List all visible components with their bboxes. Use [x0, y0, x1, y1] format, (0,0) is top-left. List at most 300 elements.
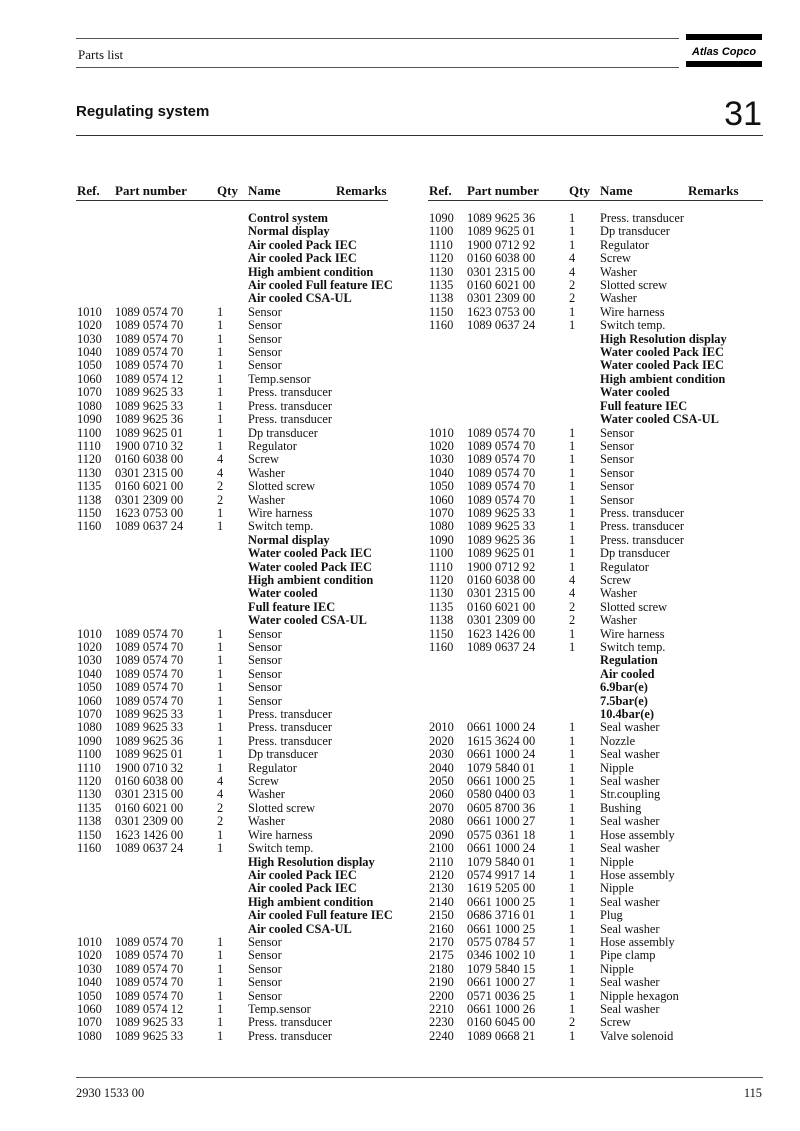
group-heading-row [429, 359, 763, 372]
group-heading-row [77, 923, 417, 936]
footer-rule [76, 1077, 763, 1078]
part-number-cell: 0346 1002 10 [467, 948, 536, 963]
table-row [429, 815, 763, 828]
table-row [429, 440, 763, 453]
name-cell: Air cooled Pack IEC [248, 867, 357, 882]
table-row [77, 440, 417, 453]
name-cell: Press. transducer [600, 211, 684, 225]
part-number-cell: 1089 0574 70 [115, 693, 184, 708]
ref-cell: 1050 [77, 680, 102, 695]
name-cell: Temp.sensor [248, 371, 311, 386]
part-number-cell: 1089 0574 12 [115, 1001, 184, 1016]
qty-cell: 1 [569, 224, 576, 239]
part-number-cell: 1089 0574 70 [115, 988, 184, 1003]
name-cell: Switch temp. [600, 640, 666, 654]
name-cell: Plug [600, 908, 623, 923]
part-number-cell: 1089 0574 70 [115, 345, 184, 360]
qty-cell: 1 [569, 814, 576, 829]
name-cell: High Resolution display [248, 854, 375, 869]
qty-cell: 1 [569, 988, 576, 1003]
qty-cell: 1 [569, 532, 576, 547]
name-cell: Sensor [248, 358, 282, 373]
section-title: Regulating system [76, 103, 210, 120]
qty-cell: 1 [569, 747, 576, 762]
table-row [77, 815, 417, 828]
ref-cell: 2060 [429, 787, 454, 802]
group-heading-row [429, 668, 763, 681]
name-cell: Water cooled Pack IEC [248, 546, 373, 561]
part-number-cell: 1089 0574 70 [115, 318, 184, 333]
ref-cell: 1010 [77, 304, 102, 319]
part-number-cell: 1089 9625 36 [467, 211, 536, 225]
table-row [429, 279, 763, 292]
qty-cell: 4 [569, 586, 576, 601]
qty-cell: 1 [217, 371, 224, 386]
qty-cell: 1 [569, 800, 576, 815]
name-cell: Washer [248, 814, 285, 829]
table-row [77, 427, 417, 440]
qty-cell: 1 [569, 787, 576, 802]
name-cell: Air cooled [600, 666, 655, 681]
qty-cell: 1 [569, 733, 576, 748]
name-cell: Screw [248, 774, 279, 789]
qty-cell: 1 [217, 841, 224, 856]
table-row [77, 413, 417, 426]
part-number-cell: 1623 1426 00 [115, 827, 184, 842]
ref-cell: 1150 [77, 827, 102, 842]
part-number-cell: 1089 0574 70 [115, 934, 184, 949]
table-row [77, 346, 417, 359]
part-number-cell: 1079 5840 01 [467, 854, 536, 869]
ref-cell: 2200 [429, 988, 454, 1003]
ref-cell: 1100 [77, 425, 102, 440]
ref-cell: 1100 [429, 546, 454, 561]
qty-cell: 1 [217, 304, 224, 319]
part-number-cell: 0160 6038 00 [115, 774, 184, 789]
part-number-cell: 1089 0574 70 [115, 358, 184, 373]
name-cell: Full feature IEC [600, 398, 688, 413]
group-heading-row [429, 695, 763, 708]
part-number-cell: 1900 0710 32 [115, 438, 184, 453]
part-number-cell: 1089 0574 70 [115, 640, 184, 654]
header-bottom-rule [76, 67, 679, 68]
qty-cell: 1 [569, 505, 576, 520]
part-number-cell: 1623 0753 00 [467, 304, 536, 319]
ref-cell: 1020 [77, 640, 102, 654]
name-cell: Washer [600, 291, 637, 306]
name-cell: Sensor [248, 345, 282, 360]
qty-cell: 1 [569, 559, 576, 574]
table-row [429, 748, 763, 761]
qty-cell: 2 [569, 291, 576, 306]
table-row [77, 949, 417, 962]
qty-cell: 1 [217, 640, 224, 654]
ref-cell: 1030 [77, 961, 102, 976]
name-cell: Seal washer [600, 814, 660, 829]
header-top-rule [76, 38, 679, 39]
col-header-part-number: Part number [467, 183, 539, 198]
part-number-cell: 1089 0574 70 [115, 975, 184, 990]
part-number-cell: 0575 0784 57 [467, 934, 536, 949]
name-cell: Press. transducer [248, 385, 332, 400]
name-cell: 6.9bar(e) [600, 680, 648, 695]
ref-cell: 1090 [77, 412, 102, 427]
qty-cell: 1 [569, 479, 576, 494]
table-row [429, 292, 763, 305]
part-number-cell: 1089 0637 24 [115, 841, 184, 856]
ref-cell: 1090 [77, 733, 102, 748]
qty-cell: 1 [569, 961, 576, 976]
name-cell: Sensor [600, 465, 634, 480]
qty-cell: 1 [569, 626, 576, 641]
ref-cell: 1080 [77, 720, 102, 735]
part-number-cell: 0661 1000 27 [467, 814, 536, 829]
group-heading-row [77, 896, 417, 909]
part-number-cell: 0661 1000 27 [467, 975, 536, 990]
ref-cell: 1020 [429, 438, 454, 453]
ref-cell: 1060 [429, 492, 454, 507]
table-row [429, 1016, 763, 1029]
qty-cell: 1 [217, 693, 224, 708]
ref-cell: 1135 [429, 278, 454, 293]
ref-cell: 2110 [429, 854, 454, 869]
col-header-part-number: Part number [115, 183, 187, 198]
ref-cell: 1120 [77, 452, 102, 467]
qty-cell: 1 [217, 747, 224, 762]
name-cell: Water cooled [600, 385, 670, 400]
part-number-cell: 0301 2309 00 [467, 613, 536, 628]
table-row [429, 252, 763, 265]
ref-cell: 1100 [429, 224, 454, 239]
name-cell: Press. transducer [600, 519, 684, 534]
name-cell: Regulator [248, 760, 297, 775]
section-number: 31 [724, 95, 762, 133]
ref-cell: 2030 [429, 747, 454, 762]
table-row [429, 427, 763, 440]
name-cell: Sensor [248, 934, 282, 949]
table-row [429, 574, 763, 587]
ref-cell: 1040 [77, 666, 102, 681]
ref-cell: 1020 [77, 948, 102, 963]
qty-cell: 1 [217, 318, 224, 333]
name-cell: Slotted screw [600, 599, 668, 614]
name-cell: Seal washer [600, 774, 660, 789]
name-cell: Hose assembly [600, 827, 675, 842]
part-number-cell: 1089 9625 33 [115, 385, 184, 400]
name-cell: Press. transducer [248, 412, 332, 427]
part-number-cell: 1089 0574 70 [115, 331, 184, 346]
name-cell: Nipple [600, 760, 634, 775]
ref-cell: 1070 [429, 505, 454, 520]
name-cell: Press. transducer [600, 532, 684, 547]
name-cell: Switch temp. [248, 841, 314, 856]
ref-cell: 1080 [429, 519, 454, 534]
name-cell: Dp transducer [600, 224, 670, 239]
ref-cell: 1080 [77, 398, 102, 413]
group-heading-row [77, 212, 417, 225]
part-number-cell: 1900 0712 92 [467, 559, 536, 574]
ref-cell: 1090 [429, 532, 454, 547]
ref-cell: 2100 [429, 841, 454, 856]
name-cell: High ambient condition [248, 572, 374, 587]
table-row [77, 333, 417, 346]
part-number-cell: 1089 0574 70 [467, 452, 536, 467]
ref-cell: 2070 [429, 800, 454, 815]
ref-cell: 1070 [77, 707, 102, 722]
qty-cell: 2 [569, 613, 576, 628]
name-cell: Press. transducer [248, 1015, 332, 1030]
ref-cell: 1110 [429, 559, 453, 574]
name-cell: Press. transducer [248, 398, 332, 413]
part-number-cell: 1089 0574 70 [115, 626, 184, 641]
ref-cell: 1040 [77, 345, 102, 360]
part-number-cell: 0686 3716 01 [467, 908, 536, 923]
ref-cell: 2010 [429, 720, 454, 735]
group-heading-row [77, 547, 417, 560]
qty-cell: 2 [217, 800, 224, 815]
table-row [77, 708, 417, 721]
name-cell: Water cooled CSA-UL [600, 412, 719, 427]
part-number-cell: 0301 2315 00 [467, 264, 536, 279]
name-cell: Sensor [248, 961, 282, 976]
qty-cell: 1 [569, 934, 576, 949]
name-cell: 7.5bar(e) [600, 693, 648, 708]
name-cell: Press. transducer [600, 505, 684, 520]
name-cell: Sensor [248, 680, 282, 695]
name-cell: Wire harness [600, 304, 665, 319]
name-cell: Control system [248, 211, 328, 225]
table-row [429, 963, 763, 976]
qty-cell: 1 [569, 519, 576, 534]
name-cell: Press. transducer [248, 1028, 332, 1043]
table-row [429, 829, 763, 842]
group-heading-row [77, 534, 417, 547]
name-cell: High ambient condition [248, 894, 374, 909]
part-number-cell: 0575 0361 18 [467, 827, 536, 842]
name-cell: Sensor [248, 693, 282, 708]
table-row [429, 936, 763, 949]
ref-cell: 1150 [429, 626, 454, 641]
name-cell: Washer [600, 613, 637, 628]
name-cell: Seal washer [600, 747, 660, 762]
part-number-cell: 1089 0574 70 [115, 948, 184, 963]
table-row [429, 520, 763, 533]
table-row [429, 896, 763, 909]
part-number-cell: 1619 5205 00 [467, 881, 536, 896]
name-cell: Dp transducer [248, 747, 318, 762]
table-row [429, 507, 763, 520]
ref-cell: 1010 [77, 934, 102, 949]
group-heading-row [429, 413, 763, 426]
part-number-cell: 1089 9625 33 [467, 519, 536, 534]
table-row [429, 614, 763, 627]
name-cell: Washer [248, 787, 285, 802]
qty-cell: 1 [217, 827, 224, 842]
table-row [429, 1003, 763, 1016]
group-heading-row [429, 346, 763, 359]
part-number-cell: 0301 2315 00 [467, 586, 536, 601]
group-heading-row [77, 614, 417, 627]
name-cell: Air cooled CSA-UL [248, 291, 352, 306]
name-cell: Dp transducer [600, 546, 670, 561]
part-number-cell: 1623 1426 00 [467, 626, 536, 641]
qty-cell: 1 [569, 237, 576, 252]
col-header-name: Name [600, 183, 633, 198]
part-number-cell: 1623 0753 00 [115, 505, 184, 520]
name-cell: Air cooled CSA-UL [248, 921, 352, 936]
part-number-cell: 0160 6038 00 [467, 251, 536, 266]
name-cell: Sensor [248, 948, 282, 963]
part-number-cell: 1615 3624 00 [467, 733, 536, 748]
ref-cell: 1150 [77, 505, 102, 520]
group-heading-row [77, 279, 417, 292]
part-number-cell: 0661 1000 25 [467, 894, 536, 909]
ref-cell: 1130 [429, 264, 454, 279]
qty-cell: 1 [217, 934, 224, 949]
name-cell: Seal washer [600, 841, 660, 856]
table-row [77, 494, 417, 507]
table-row [77, 802, 417, 815]
qty-cell: 1 [569, 720, 576, 735]
part-number-cell: 0301 2315 00 [115, 465, 184, 480]
part-number-cell: 0160 6021 00 [115, 800, 184, 815]
ref-cell: 1090 [429, 211, 454, 225]
table-row [77, 1016, 417, 1029]
ref-cell: 1150 [429, 304, 454, 319]
ref-cell: 2240 [429, 1028, 454, 1043]
name-cell: Sensor [248, 304, 282, 319]
part-number-cell: 0160 6021 00 [115, 479, 184, 494]
part-number-cell: 1900 0712 92 [467, 237, 536, 252]
table-row [429, 319, 763, 332]
qty-cell: 1 [217, 425, 224, 440]
name-cell: Slotted screw [248, 800, 316, 815]
name-cell: Sensor [248, 653, 282, 668]
table-row [77, 400, 417, 413]
ref-cell: 1050 [429, 479, 454, 494]
part-number-cell: 0301 2315 00 [115, 787, 184, 802]
table-row [77, 480, 417, 493]
table-row [429, 453, 763, 466]
part-number-cell: 1089 0574 70 [467, 438, 536, 453]
part-number-cell: 0574 9917 14 [467, 867, 536, 882]
group-heading-row [77, 869, 417, 882]
table-row [77, 775, 417, 788]
group-heading-row [77, 292, 417, 305]
name-cell: Air cooled Full feature IEC [248, 278, 393, 293]
name-cell: Sensor [248, 331, 282, 346]
ref-cell: 1030 [77, 653, 102, 668]
table-row [77, 990, 417, 1003]
qty-cell: 1 [217, 331, 224, 346]
ref-cell: 2080 [429, 814, 454, 829]
qty-cell: 1 [569, 774, 576, 789]
name-cell: Washer [600, 586, 637, 601]
table-row [429, 534, 763, 547]
part-number-cell: 1089 9625 33 [115, 707, 184, 722]
name-cell: Bushing [600, 800, 642, 815]
part-number-cell: 1089 0637 24 [467, 318, 536, 333]
qty-cell: 1 [217, 438, 224, 453]
table-row [77, 748, 417, 761]
table-row [429, 561, 763, 574]
table-row [77, 1030, 417, 1043]
ref-cell: 2140 [429, 894, 454, 909]
name-cell: 10.4bar(e) [600, 707, 655, 722]
ref-cell: 1070 [77, 1015, 102, 1030]
group-heading-row [77, 266, 417, 279]
part-number-cell: 0661 1000 25 [467, 774, 536, 789]
name-cell: Sensor [600, 425, 634, 440]
qty-cell: 4 [569, 264, 576, 279]
table-row [77, 654, 417, 667]
group-heading-row [77, 239, 417, 252]
part-number-cell: 0580 0400 03 [467, 787, 536, 802]
name-cell: Nipple [600, 881, 634, 896]
qty-cell: 4 [569, 572, 576, 587]
group-heading-row [429, 400, 763, 413]
table-row [77, 467, 417, 480]
name-cell: Pipe clamp [600, 948, 656, 963]
ref-cell: 2050 [429, 774, 454, 789]
name-cell: Seal washer [600, 921, 660, 936]
ref-cell: 1130 [77, 465, 102, 480]
ref-cell: 2230 [429, 1015, 454, 1030]
group-heading-row [77, 856, 417, 869]
table-row [77, 319, 417, 332]
name-cell: Temp.sensor [248, 1001, 311, 1016]
table-row [429, 587, 763, 600]
ref-cell: 2180 [429, 961, 454, 976]
table-row [77, 936, 417, 949]
part-number-cell: 1089 0574 70 [467, 492, 536, 507]
group-heading-row [429, 333, 763, 346]
name-cell: Sensor [248, 318, 282, 333]
ref-cell: 1040 [77, 975, 102, 990]
table-row [77, 788, 417, 801]
parts-table-left [77, 212, 417, 1043]
qty-cell: 4 [217, 787, 224, 802]
part-number-cell: 1089 9625 01 [467, 224, 536, 239]
qty-cell: 2 [569, 278, 576, 293]
part-number-cell: 1079 5840 01 [467, 760, 536, 775]
parts-table-right [429, 212, 763, 1043]
ref-cell: 1138 [77, 492, 102, 507]
part-number-cell: 1089 0574 70 [467, 425, 536, 440]
group-heading-row [77, 882, 417, 895]
part-number-cell: 1089 0574 70 [115, 666, 184, 681]
qty-cell: 1 [569, 881, 576, 896]
col-header-qty: Qty [217, 183, 238, 198]
qty-cell: 1 [569, 546, 576, 561]
ref-cell: 1010 [429, 425, 454, 440]
table-row [77, 735, 417, 748]
part-number-cell: 0605 8700 36 [467, 800, 536, 815]
name-cell: High ambient condition [248, 264, 374, 279]
name-cell: Air cooled Full feature IEC [248, 908, 393, 923]
name-cell: Nipple [600, 961, 634, 976]
part-number-cell: 1089 0574 70 [115, 680, 184, 695]
table-row [77, 681, 417, 694]
name-cell: Washer [600, 264, 637, 279]
part-number-cell: 0661 1000 24 [467, 720, 536, 735]
name-cell: Screw [248, 452, 279, 467]
qty-cell: 1 [569, 211, 576, 225]
ref-cell: 1160 [429, 318, 454, 333]
name-cell: Nipple hexagon [600, 988, 679, 1003]
qty-cell: 1 [217, 1028, 224, 1043]
ref-cell: 1080 [77, 1028, 102, 1043]
